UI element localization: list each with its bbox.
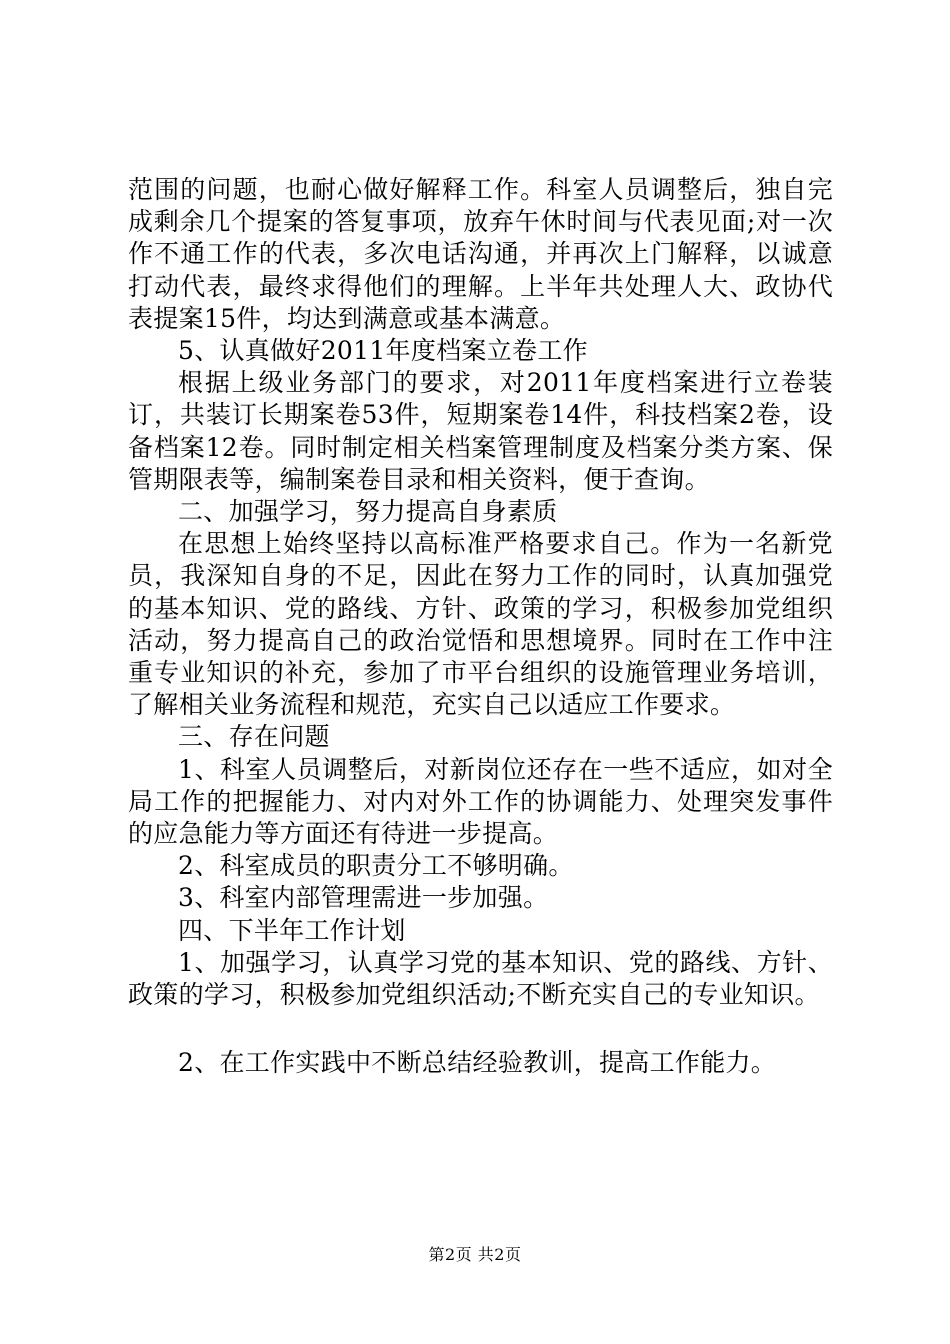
- heading-problems: 三、存在问题: [178, 722, 330, 752]
- paragraph-problem-2: 2、科室成员的职责分工不够明确。: [178, 851, 574, 881]
- paragraph-archive-filing: 根据上级业务部门的要求，对2011年度档案进行立卷装订，共装订长期案卷53件，短期案卷14件，科技档案2卷，设备档案12卷。同时制定相关档案管理制度及档案分类方案、保管期限表等，编制案卷目录和相关资料，便于查询。: [128, 368, 833, 494]
- document-body: [128, 174, 833, 1079]
- paragraph-study: 在思想上始终坚持以高标准严格要求自己。作为一名新党员，我深知自身的不足，因此在努力工作的同时，认真加强党的基本知识、党的路线、方针、政策的学习，积极参加党组织活动，努力提高自己的政治觉悟和思想境界。同时在工作中注重专业知识的补充，参加了市平台组织的设施管理业务培训，了解相关业务流程和规范，充实自己以适应工作要求。: [128, 529, 833, 720]
- paragraph-problem-1: 1、科室人员调整后，对新岗位还存在一些不适应，如对全局工作的把握能力、对内对外工作的协调能力、处理突发事件的应急能力等方面还有待进一步提高。: [128, 754, 833, 849]
- heading-plan: 四、下半年工作计划: [178, 915, 406, 945]
- paragraph-plan-1: 1、加强学习，认真学习党的基本知识、党的路线、方针、政策的学习，积极参加党组织活动;不断充实自己的专业知识。: [128, 947, 833, 1010]
- page-footer: 第2页 共2页: [428, 1245, 522, 1264]
- paragraph-problem-3: 3、科室内部管理需进一步加强。: [178, 883, 549, 913]
- heading-study: 二、加强学习，努力提高自身素质: [178, 497, 558, 527]
- paragraph-spacer: [128, 1011, 833, 1047]
- heading-archive-filing: 5、认真做好2011年度档案立卷工作: [178, 336, 588, 366]
- paragraph-plan-2: 2、在工作实践中不断总结经验教训，提高工作能力。: [178, 1048, 777, 1078]
- paragraph-proposals-continued: 范围的问题，也耐心做好解释工作。科室人员调整后，独自完成剩余几个提案的答复事项，放弃午休时间与代表见面;对一次作不通工作的代表，多次电话沟通，并再次上门解释，以诚意打动代表，最终求得他们的理解。上半年共处理人大、政协代表提案15件，均达到满意或基本满意。: [128, 175, 833, 333]
